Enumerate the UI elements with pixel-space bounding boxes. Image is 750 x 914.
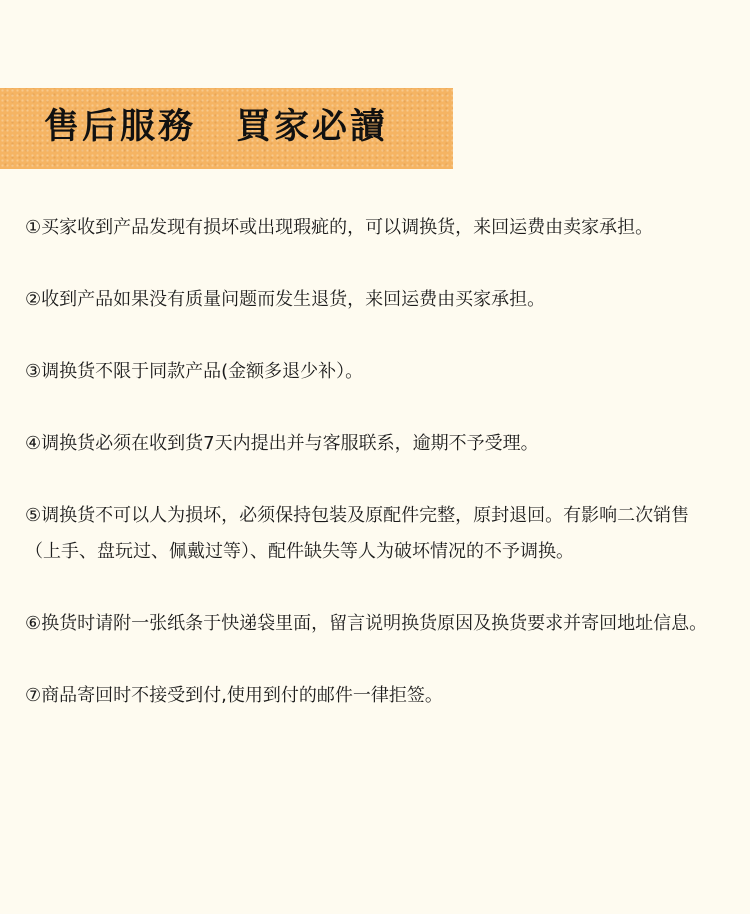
banner-title: [44, 102, 388, 152]
policy-item-3: ③调换货不限于同款产品(金额多退少补）。: [25, 361, 364, 382]
policy-item-1: ①买家收到产品发现有损坏或出现瑕疵的，可以调换货，来回运费由卖家承担。: [25, 217, 654, 238]
policy-item-6: ⑥换货时请附一张纸条于快递袋里面，留言说明换货原因及换货要求并寄回地址信息。: [25, 613, 708, 634]
policy-item-2: ②收到产品如果没有质量问题而发生退货，来回运费由买家承担。: [25, 289, 546, 310]
policy-item-4: ④调换货必须在收到货7天内提出并与客服联系，逾期不予受理。: [25, 433, 539, 454]
banner-title-buyer-must-read: 買家必讀: [236, 106, 389, 147]
title-banner: [0, 88, 453, 169]
policy-item-5: ⑤调换货不可以人为损坏，必须保持包装及原配件完整，原封退回。有影响二次销售（上手、盘玩过、佩戴过等）、配件缺失等人为破坏情况的不予调换。: [25, 505, 690, 562]
policy-list: [25, 210, 715, 714]
banner-title-after-sales: 售后服務: [44, 106, 197, 147]
policy-item-7: ⑦商品寄回时不接受到付,使用到付的邮件一律拒签。: [25, 685, 443, 706]
